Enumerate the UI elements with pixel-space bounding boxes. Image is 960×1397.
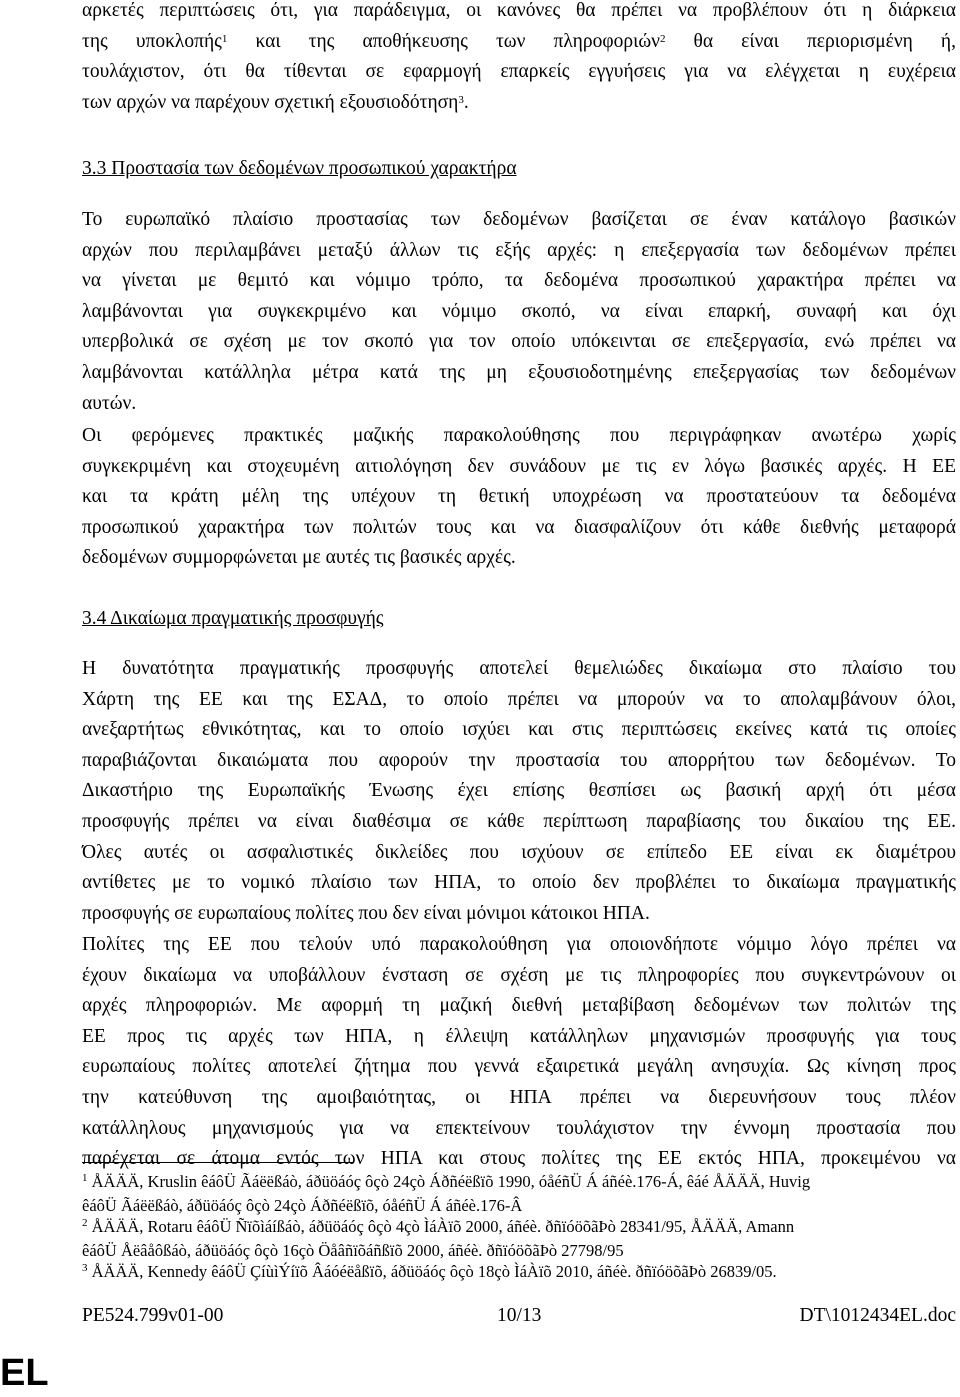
section-heading-3-3: 3.3 Προστασία των δεδομένων προσωπικού χαρακτήρα xyxy=(82,158,517,179)
text-line: υπερβολικά σε σχέση με τον σκοπό για τον οποίο υπόκεινται σε επεξεργασία, ενώ πρέπει να xyxy=(82,331,956,353)
text-line: αρκετές περιπτώσεις ότι, για παράδειγμα, οι κανόνες θα πρέπει να προβλέπουν ότι η διάρκεια xyxy=(82,0,956,21)
footnote-line: $^3$ ÅÄÄÄ, Kennedy êáôÜ ÇíùìÝíïõ Âáóéëåßïõ, áðüöáóç ôçò 18çò ÌáÀïõ 2010, áñéè. ðñïóöõãÞò 26839/05. xyxy=(82,1262,777,1281)
text-line: έχουν δικαίωμα να υποβάλλουν ένσταση σε σχέση με τις πληροφορίες που συγκεντρώνουν οι xyxy=(82,964,956,986)
text-line: κατάλληλους μηχανισμούς για να επεκτείνουν τουλάχιστον την έννομη προστασία που xyxy=(82,1117,956,1139)
footnote-number: 3 xyxy=(82,1262,88,1274)
text-line: ευρωπαίους πολίτες αποτελεί ζήτημα που γεννά εξαιρετικά μεγάλη ανησυχία. Ως κίνηση προς xyxy=(82,1056,956,1078)
text-line: ανεξαρτήτως εθνικότητας, και το οποίο ισχύει και στις περιπτώσεις εκείνες κατά τις οποίες xyxy=(82,719,956,741)
text-line: να γίνεται με θεμιτό και νόμιμο τρόπο, τα δεδομένα προσωπικού χαρακτήρα πρέπει να xyxy=(82,270,956,292)
text-line: Δικαστήριο της Ευρωπαϊκής Ένωσης έχει επίσης θεσπίσει ως βασική αρχή ότι μέσα xyxy=(82,780,956,802)
text-line: της υποκλοπής$^1$ και της αποθήκευσης των πληροφοριών$^2$ θα είναι περιορισμένη ή, xyxy=(82,30,956,52)
language-code: EL xyxy=(0,1352,49,1394)
text-line: Όλες αυτές οι ασφαλιστικές δικλείδες που ισχύουν σε επίπεδο ΕΕ είναι εκ διαμέτρου xyxy=(82,841,956,863)
text-line: αυτών. xyxy=(82,392,137,414)
footnote-ref-2[interactable]: 2 xyxy=(659,32,666,45)
text-line: Οι φερόμενες πρακτικές μαζικής παρακολούθησης που περιγράφηκαν ανωτέρω χωρίς xyxy=(82,425,956,446)
footnote-number: 1 xyxy=(82,1172,88,1184)
footnote-line: êáôÜ Ãáëëßáò, áðüöáóç ôçò 24çò Áðñéëßïõ, óåéñÜ Á áñéè.176-Â xyxy=(82,1195,523,1215)
text-line: Η δυνατότητα πραγματικής προσφυγής αποτελεί θεμελιώδες δικαίωμα στο πλαίσιο του xyxy=(82,658,956,679)
paragraph-mass-surveillance xyxy=(82,421,956,574)
paragraph-intro xyxy=(82,0,956,118)
text-line: Χάρτη της ΕΕ και της ΕΣΑΔ, το οποίο πρέπει να μπορούν να το απολαμβάνουν όλοι, xyxy=(82,688,956,710)
text-line: λαμβάνονται για συγκεκριμένο και νόμιμο σκοπό, να είναι επαρκή, συναφή και όχι xyxy=(82,300,956,322)
text-line: την κατεύθυνση της αμοιβαιότητας, οι ΗΠΑ πρέπει να διερευνήσουν τους πλέον xyxy=(82,1086,956,1108)
text-line: αρχών που περιλαμβάνει μεταξύ άλλων τις εξής αρχές: η επεξεργασία των δεδομένων πρέπει xyxy=(82,239,956,261)
text-line: λαμβάνονται κατάλληλα μέτρα κατά της μη εξουσιοδοτημένης επεξεργασίας των δεδομένων xyxy=(82,361,956,383)
section-heading-3-4: 3.4 Δικαίωμα πραγματικής προσφυγής xyxy=(82,608,384,629)
footnote-ref-3[interactable]: 3 xyxy=(458,93,464,106)
footer-reference: PE524.799v01-00 xyxy=(82,1305,224,1326)
footnote-line: êáôÜ Åëâåôßáò, áðüöáóç ôçò 16çò Öåâñïõáñßïõ 2000, áñéè. ðñïóöõãÞò 27798/95 xyxy=(82,1240,624,1260)
text-line: των αρχών να παρέχουν σχετική εξουσιοδότηση$^3$. xyxy=(82,91,469,113)
text-line: Πολίτες της ΕΕ που τελούν υπό παρακολούθηση για οποιονδήποτε νόμιμο λόγο πρέπει να xyxy=(82,934,956,955)
footnote-ref-1[interactable]: 1 xyxy=(221,32,228,45)
footer-file-name: DT\1012434EL.doc xyxy=(799,1305,956,1326)
text-line: αρχές πληροφοριών. Με αφορμή τη μαζική διεθνή μεταβίβαση δεδομένων των πολιτών της xyxy=(82,995,956,1017)
text-line: προσφυγής σε ευρωπαίους πολίτες που δεν είναι μόνιμοι κάτοικοι ΗΠΑ. xyxy=(82,902,650,924)
footnote-line: $^1$ ÅÄÄÄ, Kruslin êáôÜ Ãáëëßáò, áðüöáóç ôçò 24çò Áðñéëßïõ 1990, óåéñÜ Á áñéè.176-Á, êáé ÅÄÄÄ, Huvig xyxy=(82,1172,811,1191)
text-line: αντίθετες με το νομικό πλαίσιο των ΗΠΑ, το οποίο δεν προβλέπει το δικαίωμα πραγματικής xyxy=(82,872,956,894)
text-line: παρέχεται σε άτομα εντός των ΗΠΑ και στους πολίτες της ΕΕ εκτός ΗΠΑ, προκειμένου να xyxy=(82,1148,956,1170)
text-line: τουλάχιστον, ότι θα τίθενται σε εφαρμογή επαρκείς εγγυήσεις για να ελέγχεται η ευχέρεια xyxy=(82,61,956,83)
text-line: προσφυγής πρέπει να είναι διαθέσιμα σε κάθε περίπτωση παραβίασης του δικαίου της ΕΕ. xyxy=(82,810,956,832)
text-line: Το ευρωπαϊκό πλαίσιο προστασίας των δεδομένων βασίζεται σε έναν κατάλογο βασικών xyxy=(82,209,956,230)
footnote-line: $^2$ ÅÄÄÄ, Rotaru êáôÜ Ñïõìáíßáò, áðüöáóç ôçò 4çò ÌáÀïõ 2000, áñéè. ðñïóöõãÞò 28341/95, ÅÄÄÄ, Amann xyxy=(82,1217,795,1236)
text-line: παραβιάζονται δικαιώματα που αφορούν την προστασία του απορρήτου των δεδομένων. Το xyxy=(82,749,956,771)
footnote-number: 2 xyxy=(82,1217,88,1229)
text-line: συγκεκριμένη και στοχευμένη αιτιολόγηση δεν συνάδουν με τις εν λόγω βασικές αρχές. Η ΕΕ xyxy=(82,455,956,477)
footnote-1 xyxy=(82,1170,956,1217)
text-line: και τα κράτη μέλη της υπέχουν τη θετική υποχρέωση να προστατεύουν τα δεδομένα xyxy=(82,486,956,508)
footer-page-number: 10/13 xyxy=(497,1305,542,1326)
text-line: προσωπικού χαρακτήρα των πολιτών τους και να διασφαλίζουν ότι κάθε διεθνής μεταφορά xyxy=(82,516,956,538)
text-line: ΕΕ προς τις αρχές των ΗΠΑ, η έλλειψη κατάλληλων μηχανισμών προσφυγής για τους xyxy=(82,1025,956,1047)
footnote-2 xyxy=(82,1215,956,1262)
paragraph-data-protection-principles xyxy=(82,205,956,419)
text-line: δεδομένων συμμορφώνεται με αυτές τις βασικές αρχές. xyxy=(82,547,516,569)
paragraph-eu-citizens xyxy=(82,930,956,1175)
paragraph-effective-remedy xyxy=(82,654,956,929)
footnote-separator xyxy=(82,1162,354,1163)
footnote-3 xyxy=(82,1260,956,1284)
